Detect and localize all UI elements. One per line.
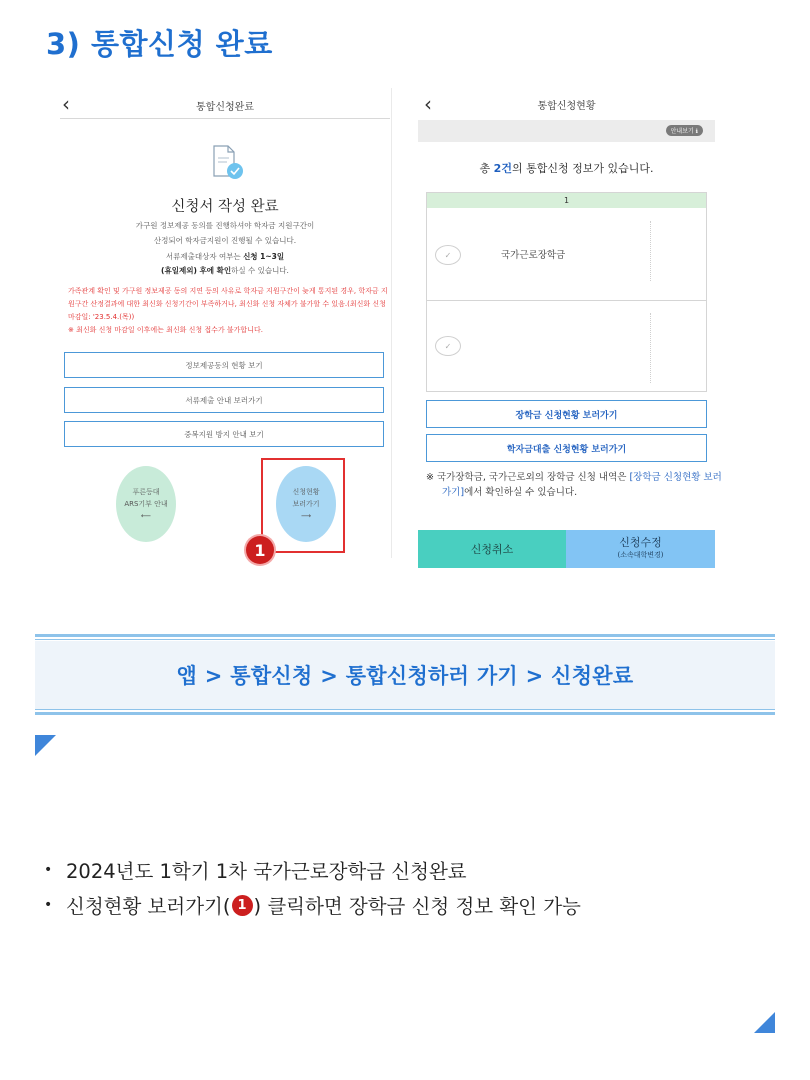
- description-text: 하실 수 있습니다.: [231, 266, 289, 275]
- dotted-divider: [650, 221, 651, 281]
- status-note: [426, 470, 727, 500]
- left-app-screen: [60, 88, 392, 558]
- bullet-text: 신청현황 보러가기(: [66, 895, 231, 918]
- bullet-text: ) 클릭하면 장학금 신청 정보 확인 가능: [253, 895, 581, 918]
- arrow-left-icon: ⟵: [140, 512, 152, 520]
- application-card: [426, 192, 707, 392]
- ars-label: 푸른등대: [132, 488, 160, 496]
- section-title: 3) 통합신청 완료: [46, 27, 273, 61]
- header-divider: [60, 118, 390, 119]
- card-row-divider: [427, 300, 706, 301]
- warning-text: ※ 최신화 신청 마감일 이후에는 최신화 신청 접수가 불가합니다.: [68, 326, 263, 334]
- document-guide-button[interactable]: 서류제출 안내 보러가기: [64, 387, 384, 413]
- deadline-warning: [68, 285, 388, 337]
- ars-donation-button[interactable]: [116, 466, 176, 542]
- note-text: ※ 국가장학금, 국가근로외의 장학금 신청 내역은: [426, 472, 630, 483]
- screen-header-title: 통합신청완료: [196, 102, 254, 113]
- count-value: 2건: [493, 162, 512, 175]
- back-chevron-icon[interactable]: ‹: [62, 92, 70, 116]
- highlight-frame: [261, 458, 345, 553]
- check-circle-icon[interactable]: ✓: [435, 336, 461, 356]
- band-border: [35, 634, 775, 637]
- corner-triangle-decoration: [754, 1012, 775, 1033]
- description-line: 가구원 정보제공 동의를 진행하셔야 학자금 지원구간이: [135, 221, 315, 230]
- ars-label: ARS기부 안내: [124, 500, 168, 508]
- modify-sublabel: (소속대학변경): [617, 551, 664, 559]
- modify-label: 신청수정: [619, 536, 662, 549]
- step-number-badge: 1: [246, 536, 274, 564]
- band-border: [35, 712, 775, 715]
- screen-header-title: 통합신청현황: [537, 101, 596, 112]
- description-emphasis: (휴일제외) 후에 확인: [161, 266, 232, 275]
- application-count: [418, 160, 715, 176]
- description-emphasis: 신청 1~3일: [243, 252, 285, 261]
- modify-application-button[interactable]: [566, 530, 715, 568]
- right-app-screen: [418, 88, 722, 568]
- bullet-text: 2024년도 1학기 1차 국가근로장학금 신청완료: [66, 860, 467, 883]
- count-text: 총: [479, 162, 494, 175]
- back-chevron-icon[interactable]: ‹: [424, 92, 432, 116]
- bullet-icon: •: [44, 862, 53, 878]
- consent-status-button[interactable]: 정보제공동의 현황 보기: [64, 352, 384, 378]
- guide-button[interactable]: 안내보기 ℹ: [666, 125, 703, 136]
- bullet-icon: •: [44, 897, 53, 913]
- screen-edge: [391, 88, 392, 558]
- note-text: 에서 확인하실 수 있습니다.: [464, 487, 578, 498]
- band-border: [35, 709, 775, 710]
- dotted-divider: [650, 313, 651, 383]
- description-line: [60, 265, 390, 276]
- card-page-number: 1: [427, 193, 706, 208]
- step-number-badge: 1: [232, 895, 253, 916]
- bullet-item: [44, 856, 467, 884]
- status-label: 보러가기: [292, 500, 320, 508]
- document-check-icon: [210, 144, 246, 182]
- note-link[interactable]: [장학금 신청현황 보러가기]: [442, 472, 722, 498]
- arrow-right-icon: ⟶: [300, 512, 312, 520]
- check-circle-icon[interactable]: ✓: [435, 245, 461, 265]
- description-line: 산정되어 학자금지원이 진행될 수 있습니다.: [153, 236, 297, 245]
- loan-status-button[interactable]: 학자금대출 신청현황 보러가기: [426, 434, 707, 462]
- warning-text: 가족관계 확인 및 가구원 정보제공 동의 지연 등의 사유로 학자금 지원구간이 늦게 통지된 경우, 학자금 지원구간 산정결과에 대한 최신화 신청기간이 부족하거나, 최신화 신청 자체가 불가할 수 있음.(최신화 신청 마감일: '23.5.4.(목)): [68, 287, 388, 321]
- corner-triangle-decoration: [35, 735, 56, 756]
- completion-title: 신청서 작성 완료: [171, 199, 279, 215]
- cancel-application-button[interactable]: 신청취소: [418, 530, 566, 568]
- duplicate-support-button[interactable]: 중복지원 방지 안내 보기: [64, 421, 384, 447]
- bullet-item: [44, 891, 581, 919]
- description-line: [60, 251, 390, 262]
- scholarship-status-button[interactable]: 장학금 신청현황 보러가기: [426, 400, 707, 428]
- navigation-path: 앱 > 통합신청 > 통합신청하러 가기 > 신청완료: [35, 641, 775, 709]
- toolbar-strip: [418, 120, 715, 142]
- application-item-label: 국가근로장학금: [501, 250, 566, 261]
- band-border: [35, 639, 775, 640]
- status-label: 신청현황: [292, 488, 320, 496]
- description-text: 서류제출대상자 여부는: [165, 252, 244, 261]
- count-text: 의 통합신청 정보가 있습니다.: [511, 162, 654, 175]
